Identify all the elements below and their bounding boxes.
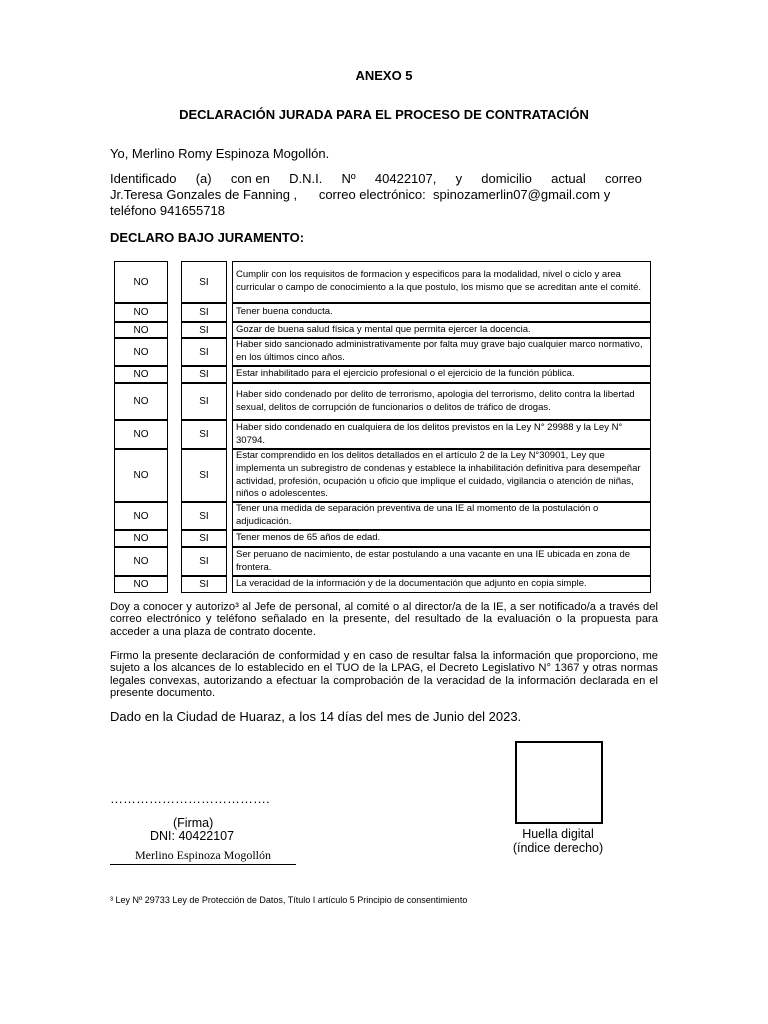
condition-text: La veracidad de la información y de la documentación que adjunto en copia simple.	[236, 578, 587, 590]
declaro-heading: DECLARO BAJO JURAMENTO:	[110, 230, 305, 245]
id-word: y	[455, 171, 463, 186]
fingerprint-title: Huella digital	[522, 827, 594, 841]
si-cell: SI	[181, 576, 227, 593]
condition-text: Haber sido condenado en cualquiera de los delitos previstos en la Ley N° 29988 y la Ley N° 30794.	[236, 421, 623, 446]
signature-line: ……………………………….	[110, 791, 270, 806]
signer-name: Merlino Espinoza Mogollón	[110, 848, 296, 865]
condition-cell	[232, 576, 651, 593]
condition-text: Tener una medida de separación preventiva de una IE al momento de la postulación o adjudicación.	[236, 503, 599, 527]
no-cell: NO	[114, 338, 168, 366]
condition-cell	[232, 303, 651, 322]
authorization-paragraph: Doy a conocer y autorizo³ al Jefe de personal, al comité o al director/a de la IE, a ser notificado/a a través del correo electrónico y teléfono señalado en la presente, del resultado de la evaluación o la propuesta para acceder a una plaza de contrato docente.	[110, 601, 658, 638]
condition-cell	[232, 449, 651, 502]
condition-text: Ser peruano de nacimiento, de estar postulando a una vacante en una IE ubicada en zona de frontera.	[236, 548, 631, 573]
no-cell: NO	[114, 449, 168, 502]
declarant-statement: Yo, Merlino Romy Espinoza Mogollón.	[110, 146, 330, 161]
no-cell: NO	[114, 576, 168, 593]
table-row	[114, 576, 651, 593]
no-cell: NO	[114, 303, 168, 322]
address-email-line: Jr.Teresa Gonzales de Fanning , correo electrónico: spinozamerlin07@gmail.com y	[110, 187, 611, 202]
footnote: ³ Ley Nº 29733 Ley de Protección de Datos, Título I artículo 5 Principio de consentimiento	[110, 895, 468, 905]
id-word: D.N.I.	[289, 171, 323, 186]
si-cell: SI	[181, 366, 227, 383]
si-cell: SI	[181, 502, 227, 530]
table-row	[114, 322, 651, 338]
document-title: DECLARACIÓN JURADA PARA EL PROCESO DE CONTRATACIÓN	[179, 107, 589, 122]
table-row	[114, 338, 651, 366]
identification-line	[110, 171, 642, 186]
condition-cell	[232, 366, 651, 383]
no-cell: NO	[114, 366, 168, 383]
fingerprint-box	[515, 741, 603, 824]
id-word: domicilio	[481, 171, 532, 186]
no-cell: NO	[114, 420, 168, 449]
condition-text: Haber sido condenado por delito de terrorismo, apologia del terrorismo, delito contra la libertad sexual, delitos de corrupción de funcionarios o delitos de tráfico de drogas.	[236, 388, 635, 413]
table-row	[114, 530, 651, 547]
condition-cell	[232, 547, 651, 576]
signature-dni: DNI: 40422107	[150, 829, 235, 843]
si-cell: SI	[181, 547, 227, 576]
condition-text: Cumplir con los requisitos de formacion y especificos para la modalidad, nivel o ciclo y area curricular o campo de conocimiento a la que postulo, los mismo que se acreditan ante el comité.	[236, 269, 642, 293]
no-cell: NO	[114, 322, 168, 338]
id-word: actual	[551, 171, 586, 186]
si-cell: SI	[181, 261, 227, 303]
table-row	[114, 261, 651, 303]
table-row	[114, 420, 651, 449]
id-word: Nº	[341, 171, 356, 186]
si-cell: SI	[181, 383, 227, 420]
condition-text: Tener buena conducta.	[236, 306, 333, 318]
fingerprint-label	[495, 827, 621, 855]
si-cell: SI	[181, 338, 227, 366]
condition-cell	[232, 383, 651, 420]
condition-text: Gozar de buena salud física y mental que permita ejercer la docencia.	[236, 323, 531, 335]
id-word: correo	[605, 171, 642, 186]
si-cell: SI	[181, 530, 227, 547]
condition-text: Haber sido sancionado administrativamente por falta muy grave bajo cualquier marco normativo, en los últimos cinco años.	[236, 339, 643, 363]
conformity-paragraph: Firmo la presente declaración de conformidad y en caso de resultar falsa la información que proporciono, me sujeto a los alcances de lo establecido en el TUO de la LPAG, el Decreto Legislativo N° 1367 y otras normas legales convexas, autorizando a efectuar la comprobación de la veracidad de la información declarada en el presente documento.	[110, 650, 658, 699]
si-cell: SI	[181, 449, 227, 502]
no-cell: NO	[114, 261, 168, 303]
place-date-line: Dado en la Ciudad de Huaraz, a los 14 días del mes de Junio del 2023.	[110, 709, 522, 724]
id-word: 40422107,	[374, 171, 437, 186]
signature-label: (Firma)	[173, 816, 214, 830]
condition-cell	[232, 420, 651, 449]
condition-text: Estar inhabilitado para el ejercicio profesional o el ejercicio de la función pública.	[236, 368, 575, 380]
no-cell: NO	[114, 383, 168, 420]
si-cell: SI	[181, 303, 227, 322]
condition-cell	[232, 338, 651, 366]
condition-cell	[232, 502, 651, 530]
id-word: (a)	[195, 171, 212, 186]
table-row	[114, 383, 651, 420]
id-word: con en	[230, 171, 270, 186]
no-cell: NO	[114, 547, 168, 576]
condition-text: Tener menos de 65 años de edad.	[236, 532, 381, 544]
table-row	[114, 449, 651, 502]
condition-cell	[232, 261, 651, 303]
condition-text: Estar comprendido en los delitos detallados en el artículo 2 de la Ley N°30901, Ley que implementa un subregistro de condenas y establece la inhabilitación definitiva para desempeñar actividad, profesión, ocupación u oficio que implique el cuidado, vigilancia o atención de niñas, niños o adolescentes.	[236, 450, 641, 500]
table-row	[114, 502, 651, 530]
table-row	[114, 366, 651, 383]
no-cell: NO	[114, 530, 168, 547]
no-cell: NO	[114, 502, 168, 530]
si-cell: SI	[181, 420, 227, 449]
phone-line: teléfono 941655718	[110, 203, 225, 218]
fingerprint-subtitle: (índice derecho)	[512, 841, 604, 855]
id-word: Identificado	[110, 171, 177, 186]
table-row	[114, 303, 651, 322]
si-cell: SI	[181, 322, 227, 338]
condition-cell	[232, 322, 651, 338]
annex-heading: ANEXO 5	[355, 68, 413, 83]
condition-cell	[232, 530, 651, 547]
table-row	[114, 547, 651, 576]
